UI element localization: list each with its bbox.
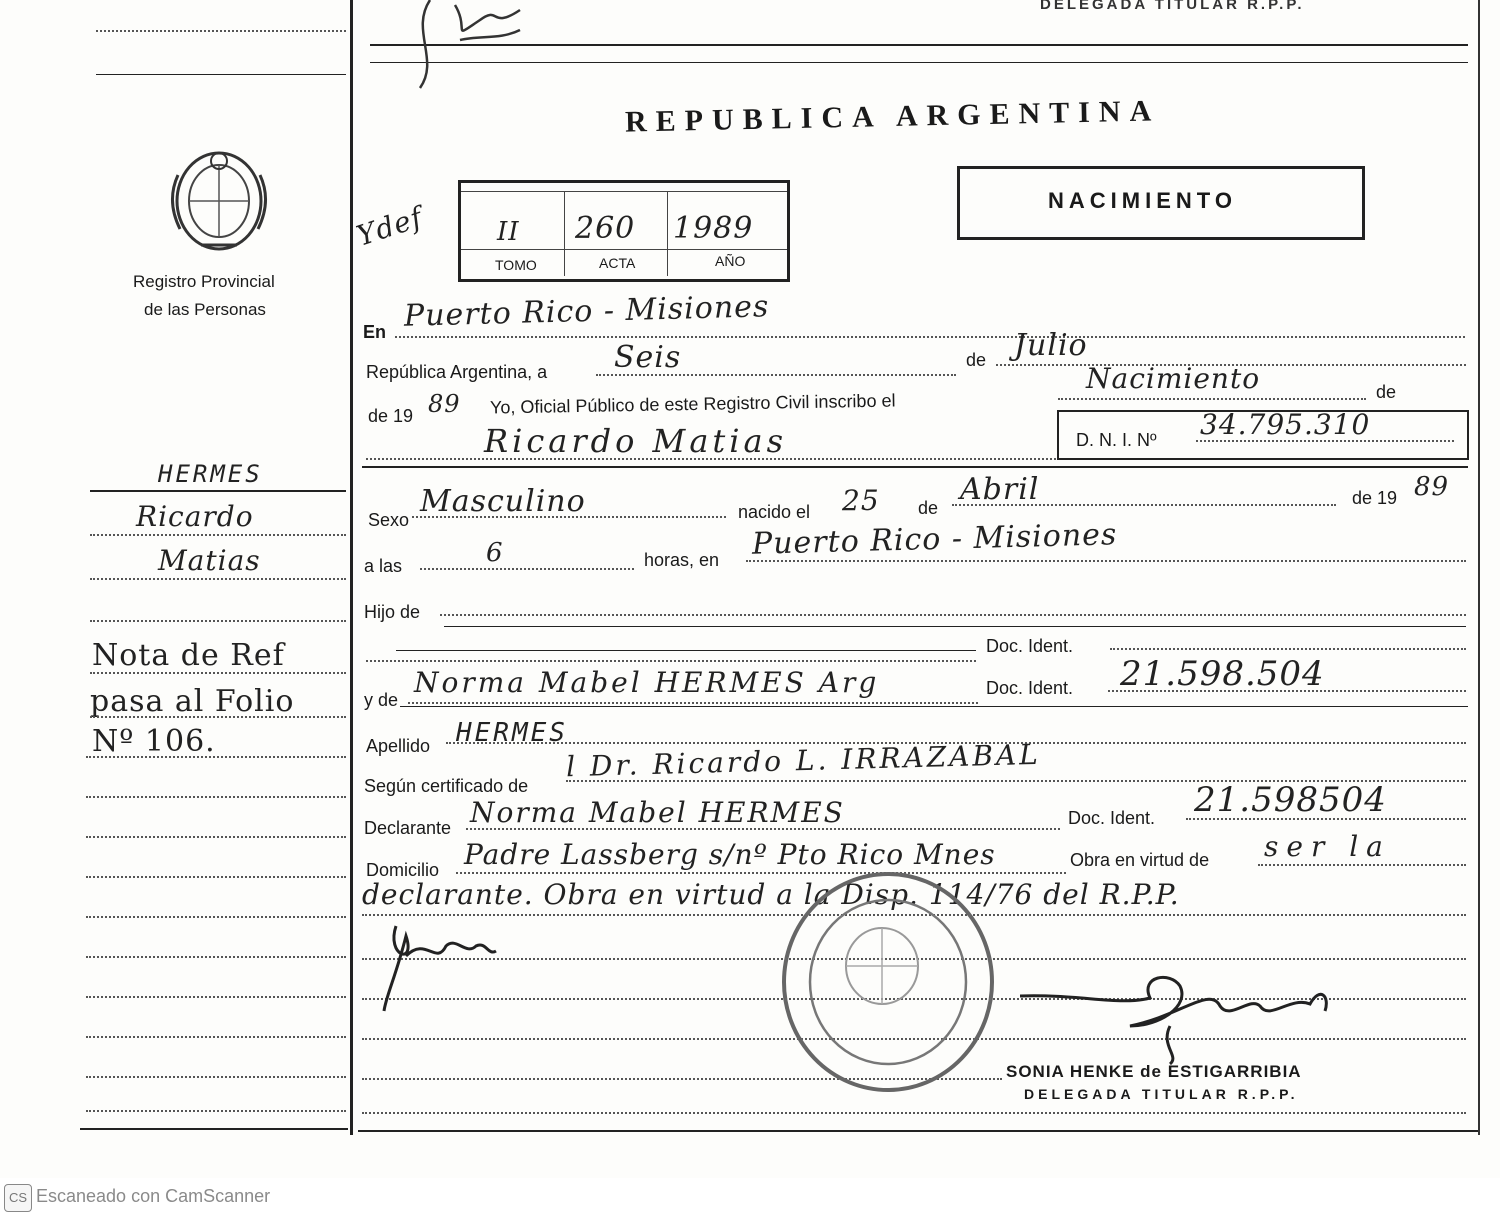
note-line-3: Nº 106. — [92, 724, 216, 759]
nacido-label: nacido el — [738, 502, 811, 522]
domicilio-value: Padre Lassberg s/nº Pto Rico Mnes — [464, 838, 996, 871]
top-rule-left — [96, 30, 346, 32]
sidebar-rule-1 — [90, 490, 346, 492]
apellido-label: Apellido — [366, 736, 431, 756]
registry-name-line2: de las Personas — [144, 300, 266, 319]
en-dots — [395, 336, 1465, 338]
republica-label: República Argentina, a — [366, 362, 548, 382]
de-label-2: de — [1376, 382, 1397, 402]
top-stamp-text: DELEGADA TITULAR R.P.P. — [1040, 0, 1305, 13]
inscribo-value: Nacimiento — [1086, 362, 1261, 395]
madre-dots — [408, 702, 978, 704]
camscanner-badge: CS — [4, 1184, 32, 1212]
en-value: Puerto Rico - Misiones — [403, 289, 770, 334]
mes-value: Julio — [1014, 328, 1088, 363]
de-label: de — [966, 350, 987, 370]
official-name: SONIA HENKE de ESTIGARRIBIA — [1006, 1062, 1302, 1081]
dni-label: D. N. I. Nº — [1076, 430, 1157, 450]
horas-dots — [420, 568, 634, 570]
anio-value: 89 — [428, 390, 461, 418]
registry-name-line1: Registro Provincial — [133, 272, 275, 291]
inscribo-dots — [1058, 398, 1366, 400]
note-line-1: Nota de Ref — [92, 638, 285, 673]
top-rule-left-2 — [96, 74, 346, 75]
domicilio-label: Domicilio — [366, 860, 440, 880]
padre-doc-dots — [366, 660, 976, 662]
sidebar-rule-5 — [90, 672, 346, 674]
sidebar-surname: HERMES — [158, 460, 263, 488]
sidebar-rule-9 — [86, 836, 346, 838]
apellido-value: HERMES — [456, 718, 568, 748]
horas-label: horas, en — [644, 550, 720, 570]
sidebar-name2: Matias — [158, 544, 261, 577]
bottom-rule-left — [80, 1128, 348, 1130]
official-title: DELEGADA TITULAR R.P.P. — [1024, 1086, 1299, 1102]
de19-label-2: de 19 — [1352, 488, 1398, 508]
declarante-doc: 21.598504 — [1194, 780, 1387, 820]
acta-label: ACTA — [599, 255, 636, 271]
doc-ident-label: Doc. Ident. — [986, 636, 1074, 656]
hijo-solid — [444, 626, 1466, 627]
sidebar-rule-6 — [90, 716, 346, 718]
blank-rule-5 — [362, 1112, 1466, 1114]
act-number-box — [458, 180, 790, 282]
act-box-divider-1 — [461, 191, 787, 192]
de-label-3: de — [918, 498, 939, 518]
nombre-value: Ricardo Matias — [484, 422, 787, 460]
sidebar-rule-3 — [90, 578, 346, 580]
alas-label: a las — [364, 556, 403, 576]
certificado-label: Según certificado de — [364, 776, 529, 796]
note-line-2: pasa al Folio — [90, 684, 295, 719]
official-signature — [1020, 966, 1350, 1066]
ano-label: AÑO — [715, 253, 746, 269]
horas-value: 6 — [486, 538, 504, 568]
act-type-title: NACIMIENTO — [1048, 188, 1237, 213]
official-seal-icon — [778, 870, 998, 1094]
act-box-divider-3 — [667, 191, 668, 276]
yde-label: y de — [364, 690, 399, 710]
sexo-value: Masculino — [420, 484, 586, 519]
tomo-value: II — [497, 217, 520, 247]
right-border — [1478, 0, 1480, 1135]
obra-value: ser la — [1264, 830, 1391, 863]
oficial-text: Yo, Oficial Público de este Registro Civil inscribo el — [489, 390, 896, 418]
hijo-dots — [440, 614, 1466, 616]
nacido-mes: Abril — [960, 472, 1040, 507]
acta-value: 260 — [575, 211, 636, 246]
obra-label: Obra en virtud de — [1070, 850, 1210, 870]
de19-label: de 19 — [368, 406, 414, 426]
tomo-label: TOMO — [495, 257, 537, 273]
padre-doc-solid — [396, 650, 976, 651]
sidebar-rule-11 — [86, 916, 346, 918]
nombre-dots — [366, 458, 1056, 460]
doc-ident-label-3: Doc. Ident. — [1068, 808, 1156, 828]
obra-dots — [1258, 864, 1466, 866]
declarante-value: Norma Mabel HERMES — [470, 796, 845, 829]
padre-doc-value-dots — [1110, 648, 1466, 650]
lugar-value: Puerto Rico - Misiones — [751, 517, 1118, 562]
camscanner-text: Escaneado con CamScanner — [36, 1186, 271, 1206]
sidebar-rule-15 — [86, 1076, 346, 1078]
section-rule — [362, 466, 1468, 468]
registry-seal-icon — [166, 145, 272, 257]
bottom-rule-main — [358, 1130, 1478, 1132]
sidebar-rule-7 — [86, 756, 346, 758]
sidebar-name1: Ricardo — [136, 500, 254, 533]
dni-dots — [1196, 440, 1454, 442]
sidebar-rule-4 — [90, 620, 346, 622]
top-signature — [400, 0, 640, 90]
sidebar-rule-13 — [86, 996, 346, 998]
lugar-dots — [746, 560, 1466, 562]
obra-continuation: declarante. Obra en virtud a la Disp. 114/76 del R.P.P. — [362, 878, 1180, 911]
column-divider — [350, 0, 353, 1135]
ano-value: 1989 — [673, 211, 754, 246]
sidebar-rule-2 — [90, 534, 346, 536]
sexo-label: Sexo — [368, 510, 410, 530]
en-label: En — [363, 322, 387, 342]
dni-value: 34.795.310 — [1200, 408, 1371, 441]
nacido-dia: 25 — [842, 484, 880, 517]
sidebar-rule-10 — [86, 876, 346, 878]
certificado-value: l Dr. Ricardo L. IRRAZABAL — [565, 737, 1042, 784]
madre-value: Norma Mabel HERMES Arg — [414, 666, 880, 699]
act-margin-note: Ydef — [352, 200, 427, 253]
sidebar-rule-12 — [86, 956, 346, 958]
sidebar-rule-14 — [86, 1036, 346, 1038]
declarante-label: Declarante — [364, 818, 452, 838]
doc-ident-label-2: Doc. Ident. — [986, 678, 1074, 698]
sidebar-rule-8 — [86, 796, 346, 798]
madre-doc: 21.598.504 — [1120, 654, 1325, 694]
nacido-anio: 89 — [1414, 472, 1450, 502]
act-box-divider-2 — [564, 191, 565, 276]
country-title: REPUBLICA ARGENTINA — [624, 94, 1161, 139]
sidebar-rule-16 — [86, 1110, 346, 1112]
hijo-label: Hijo de — [364, 602, 421, 622]
madre-solid — [400, 706, 1468, 707]
declarant-signature — [376, 916, 516, 1016]
act-box-divider-4 — [461, 249, 787, 250]
dia-value: Seis — [614, 340, 682, 375]
